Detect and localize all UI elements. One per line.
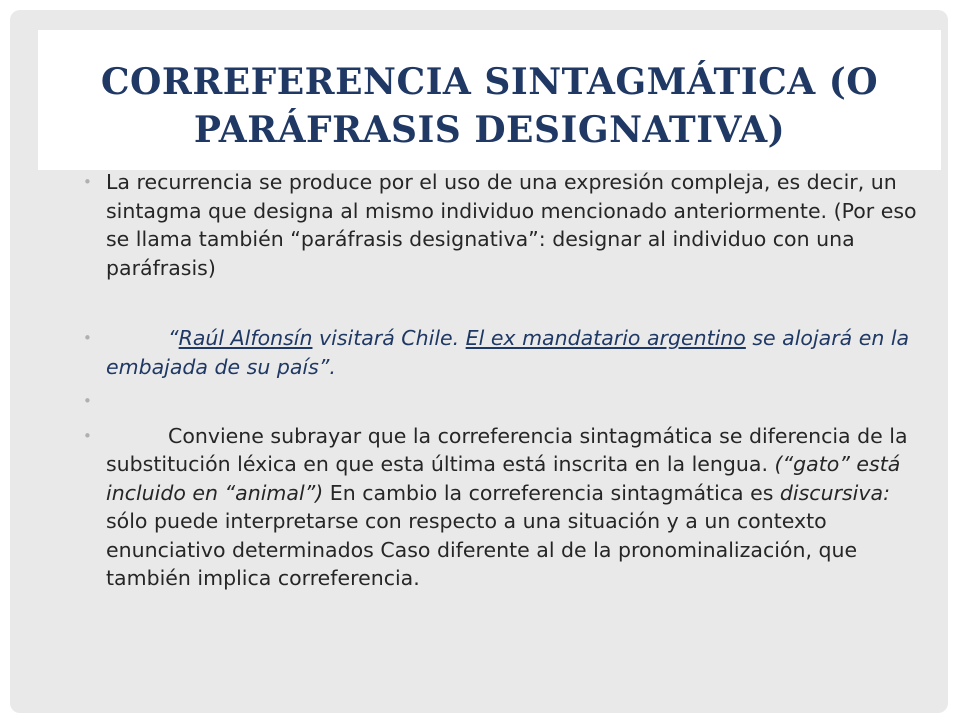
- title-box: [38, 30, 941, 170]
- bullet-dot-icon: •: [83, 329, 92, 347]
- bullet-text-part3: sólo puede interpretarse con respecto a una situación y a un contexto enunciativo determinados Caso diferente al de la pronominalización, que también implica correferencia.: [106, 509, 858, 590]
- bullet-text-part1: Conviene subrayar que la correferencia sintagmática se diferencia de la substitución léxica en que esta última está inscrita en la lengua.: [106, 423, 908, 476]
- quote-open: “: [168, 326, 179, 350]
- link-raul-alfonsin[interactable]: Raúl Alfonsín: [178, 326, 313, 350]
- bullet-recurrencia: [80, 168, 920, 282]
- bullet-dot-icon: •: [83, 426, 92, 445]
- bullet-text: La recurrencia se produce por el uso de una expresión compleja, es decir, un sintagma que designa al mismo individuo mencionado anteriormente. (Por eso se llama también “paráfrasis designativa”: designar al individuo con una paráfrasis): [106, 170, 917, 280]
- bullet-text-italic1: (“gato” está incluido en “animal”): [106, 452, 901, 505]
- bullet-example-quote: [80, 324, 920, 381]
- bullet-conviene-subrayar: [80, 422, 920, 593]
- bullet-text-part2: En cambio la correferencia sintagmática es: [323, 480, 780, 505]
- slide-title: CORREFERENCIA SINTAGMÁTICA (O PARÁFRASIS DESIGNATIVA): [100, 61, 879, 151]
- quote-end: se alojará en la embajada de su país”.: [106, 326, 910, 379]
- bullet-empty: [80, 387, 920, 416]
- bullet-text-italic2: discursiva:: [779, 480, 890, 505]
- bullet-dot-icon: •: [83, 392, 92, 410]
- link-ex-mandatario[interactable]: El ex mandatario argentino: [465, 326, 746, 350]
- slide: [10, 10, 948, 713]
- bullet-dot-icon: •: [83, 173, 92, 191]
- quote-mid: visitará Chile.: [312, 326, 466, 350]
- slide-content: [80, 168, 920, 593]
